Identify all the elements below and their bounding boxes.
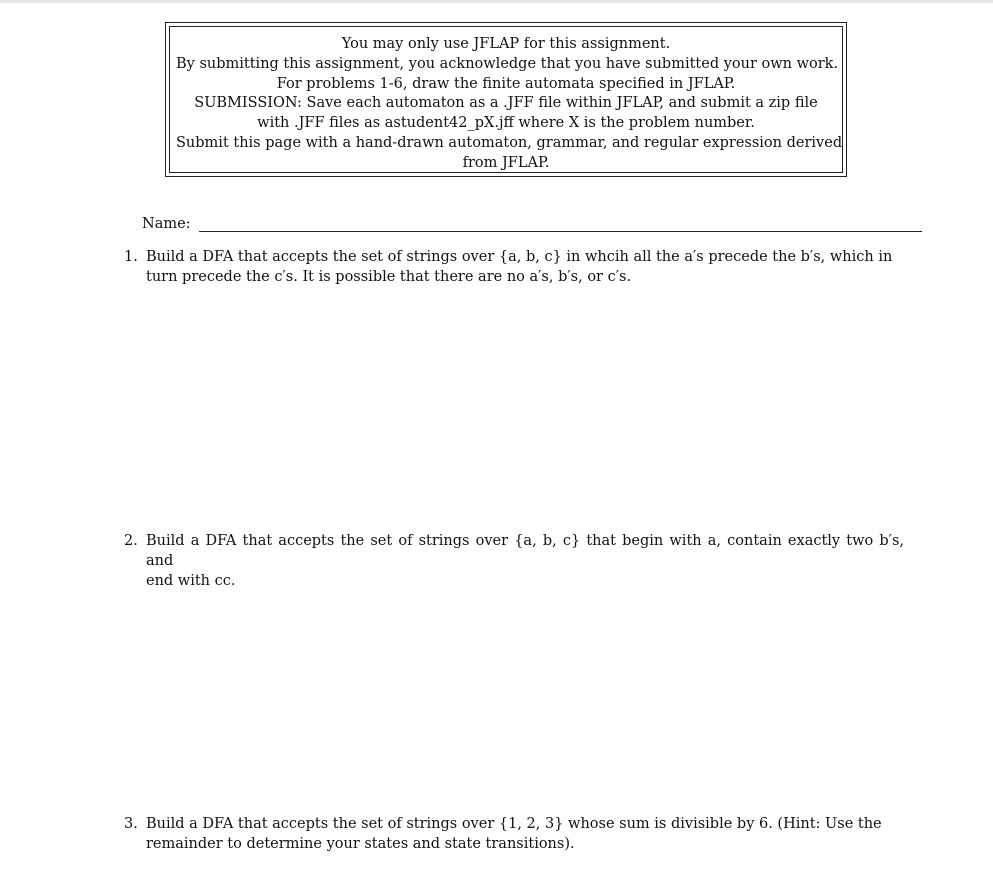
problem-2-number: 2. bbox=[124, 533, 138, 549]
notice-line-6: Submit this page with a hand-drawn automaton, grammar, and regular expression derived bbox=[176, 134, 843, 151]
assignment-notice-inner bbox=[169, 26, 843, 173]
problem-3-line-1: Build a DFA that accepts the set of strings over {1, 2, 3} whose sum is divisible by 6. (Hint: Use the bbox=[146, 816, 882, 832]
problem-3-text bbox=[146, 814, 904, 854]
top-edge bbox=[0, 0, 993, 3]
problem-1-line-2: turn precede the c′s. It is possible that there are no a′s, b′s, or c′s. bbox=[146, 269, 632, 285]
problem-3 bbox=[124, 814, 904, 854]
problem-1-text bbox=[146, 247, 904, 287]
problem-1-number: 1. bbox=[124, 249, 138, 265]
notice-line-4: SUBMISSION: Save each automaton as a .JFF file within JFLAP, and submit a zip file bbox=[194, 95, 818, 112]
notice-line-3: For problems 1-6, draw the finite automata specified in JFLAP. bbox=[276, 75, 736, 92]
assignment-notice-box bbox=[165, 22, 847, 177]
problem-3-number: 3. bbox=[124, 816, 138, 832]
problem-1-line-1: Build a DFA that accepts the set of strings over {a, b, c} in whcih all the a′s precede the b′s, which in bbox=[146, 249, 893, 265]
problem-3-line-2: remainder to determine your states and state transitions). bbox=[146, 836, 575, 852]
notice-line-7: from JFLAP. bbox=[462, 154, 550, 171]
name-field-row bbox=[142, 216, 922, 232]
problem-2-line-2: end with cc. bbox=[146, 573, 236, 589]
problem-2 bbox=[124, 531, 904, 591]
problem-2-line-1: Build a DFA that accepts the set of strings over {a, b, c} that begin with a, contain exactly two b′s, and bbox=[146, 533, 904, 569]
notice-line-5: with .JFF files as astudent42_pX.jff where X is the problem number. bbox=[257, 115, 755, 132]
problem-2-text bbox=[146, 531, 904, 591]
notice-line-2: By submitting this assignment, you acknowledge that you have submitted your own work. bbox=[176, 55, 839, 72]
problem-1 bbox=[124, 247, 904, 287]
name-input-line[interactable] bbox=[199, 219, 922, 232]
notice-line-1: You may only use JFLAP for this assignment. bbox=[341, 36, 671, 52]
name-label: Name: bbox=[142, 216, 191, 232]
